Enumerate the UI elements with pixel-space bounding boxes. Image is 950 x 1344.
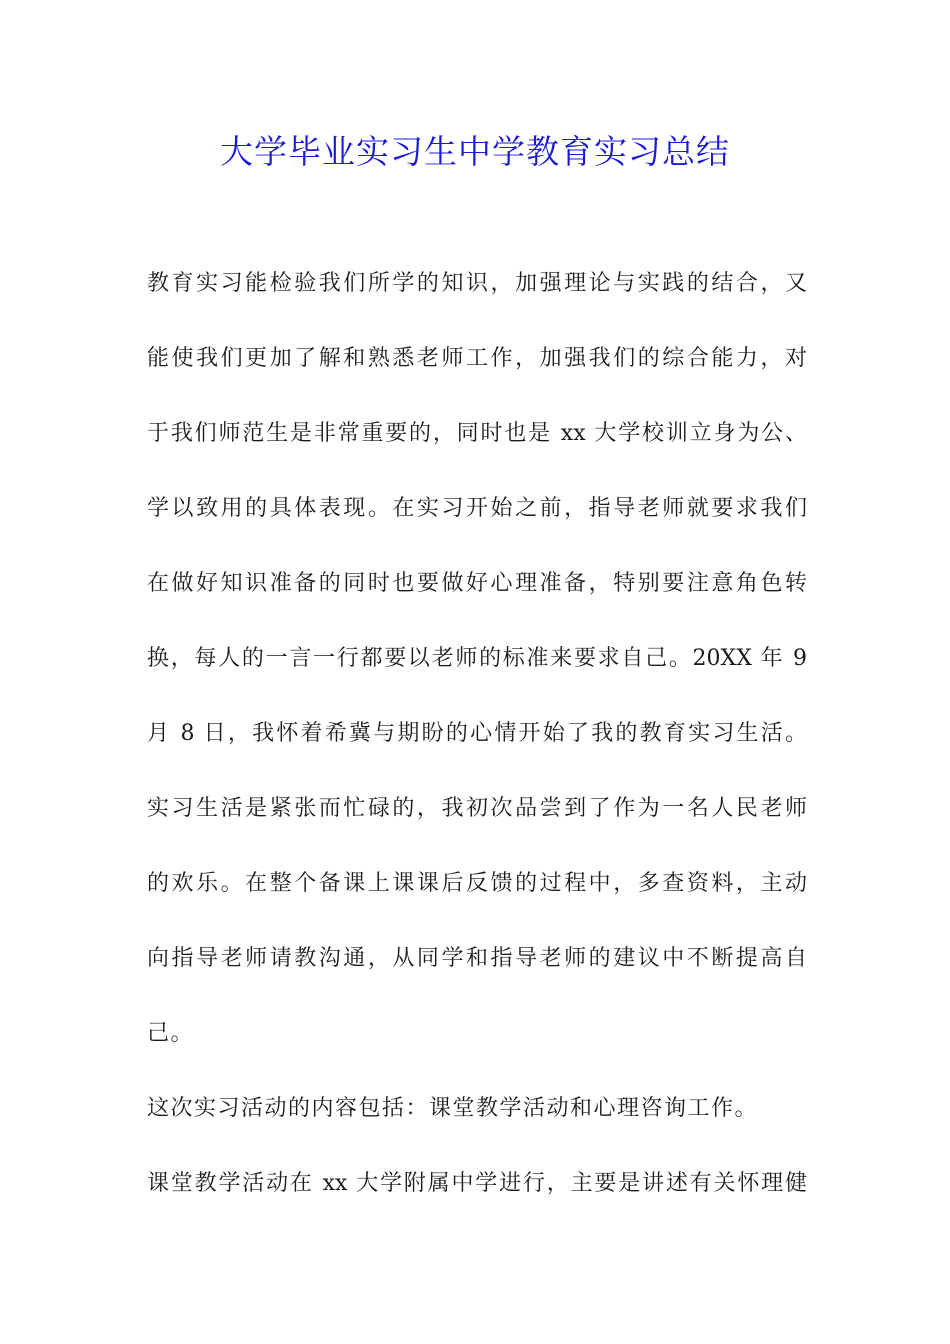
document-title: 大学毕业实习生中学教育实习总结 — [220, 132, 730, 171]
body-line-6: 换，每人的一言一行都要以老师的标准来要求自己。20XX 年 9 — [147, 646, 807, 671]
body-line-10: 向指导老师请教沟通，从同学和指导老师的建议中不断提高自 — [147, 946, 807, 971]
body-line-7: 月 8 日，我怀着希冀与期盼的心情开始了我的教育实习生活。 — [147, 721, 807, 746]
body-line-12: 这次实习活动的内容包括：课堂教学活动和心理咨询工作。 — [147, 1096, 759, 1121]
body-line-3: 于我们师范生是非常重要的，同时也是 xx 大学校训立身为公、 — [147, 421, 807, 446]
body-line-2: 能使我们更加了解和熟悉老师工作，加强我们的综合能力，对 — [147, 346, 807, 371]
body-line-11: 己。 — [147, 1021, 195, 1046]
body-line-9: 的欢乐。在整个备课上课课后反馈的过程中，多查资料，主动 — [147, 871, 807, 896]
body-line-4: 学以致用的具体表现。在实习开始之前，指导老师就要求我们 — [147, 496, 807, 521]
body-line-1: 教育实习能检验我们所学的知识，加强理论与实践的结合，又 — [147, 271, 807, 296]
body-line-13: 课堂教学活动在 xx 大学附属中学进行，主要是讲述有关怀理健 — [147, 1171, 807, 1196]
body-line-5: 在做好知识准备的同时也要做好心理准备，特别要注意角色转 — [147, 571, 807, 596]
body-line-8: 实习生活是紧张而忙碌的，我初次品尝到了作为一名人民老师 — [147, 796, 807, 821]
